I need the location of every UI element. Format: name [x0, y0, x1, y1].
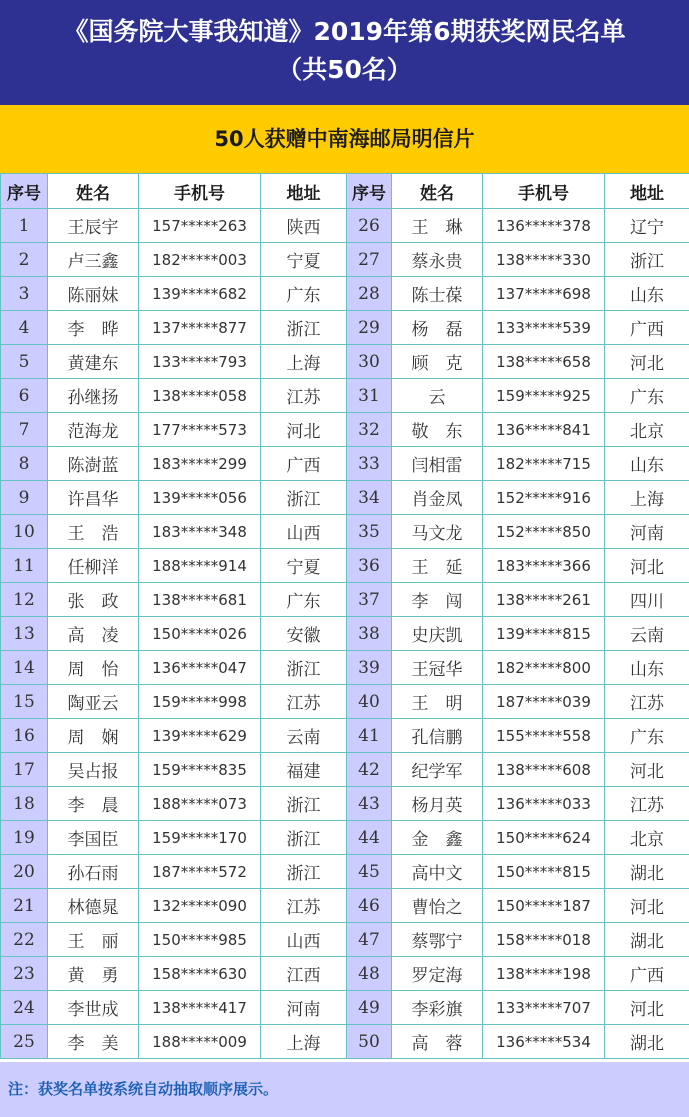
col-header-index: 序号 — [347, 174, 392, 209]
cell-name: 杨 磊 — [392, 311, 483, 345]
cell-name: 杨月英 — [392, 787, 483, 821]
cell-address: 河北 — [261, 413, 347, 447]
cell-name: 黄建东 — [48, 345, 139, 379]
col-header-phone: 手机号 — [139, 174, 261, 209]
cell-phone: 158*****630 — [139, 957, 261, 991]
cell-address: 上海 — [261, 1025, 347, 1059]
cell-phone: 138*****198 — [483, 957, 605, 991]
cell-index: 47 — [347, 923, 392, 957]
cell-index: 31 — [347, 379, 392, 413]
cell-index: 32 — [347, 413, 392, 447]
cell-name: 孙石雨 — [48, 855, 139, 889]
cell-phone: 138*****417 — [139, 991, 261, 1025]
cell-name: 罗定海 — [392, 957, 483, 991]
cell-address: 湖北 — [605, 1025, 689, 1059]
cell-address: 河南 — [605, 515, 689, 549]
cell-name: 高中文 — [392, 855, 483, 889]
cell-index: 18 — [1, 787, 48, 821]
cell-name: 金 鑫 — [392, 821, 483, 855]
cell-phone: 182*****800 — [483, 651, 605, 685]
cell-name: 黄 勇 — [48, 957, 139, 991]
cell-name: 李 闯 — [392, 583, 483, 617]
page-title — [0, 0, 689, 105]
cell-address: 上海 — [261, 345, 347, 379]
cell-index: 2 — [1, 243, 48, 277]
cell-address: 广西 — [261, 447, 347, 481]
cell-address: 浙江 — [261, 821, 347, 855]
cell-phone: 157*****263 — [139, 209, 261, 243]
cell-phone: 159*****835 — [139, 753, 261, 787]
cell-name: 王 延 — [392, 549, 483, 583]
cell-phone: 159*****998 — [139, 685, 261, 719]
cell-name: 吴占报 — [48, 753, 139, 787]
table-row — [1, 243, 689, 277]
cell-name: 高 蓉 — [392, 1025, 483, 1059]
cell-index: 12 — [1, 583, 48, 617]
cell-address: 江苏 — [605, 787, 689, 821]
cell-index: 11 — [1, 549, 48, 583]
cell-index: 20 — [1, 855, 48, 889]
cell-address: 河北 — [605, 549, 689, 583]
cell-index: 34 — [347, 481, 392, 515]
cell-phone: 150*****026 — [139, 617, 261, 651]
cell-index: 44 — [347, 821, 392, 855]
table-row — [1, 685, 689, 719]
cell-index: 14 — [1, 651, 48, 685]
table-row — [1, 991, 689, 1025]
title-line-2: （共50名） — [277, 55, 412, 84]
cell-index: 5 — [1, 345, 48, 379]
cell-address: 辽宁 — [605, 209, 689, 243]
cell-index: 26 — [347, 209, 392, 243]
cell-address: 上海 — [605, 481, 689, 515]
cell-index: 49 — [347, 991, 392, 1025]
table-row — [1, 889, 689, 923]
cell-phone: 183*****348 — [139, 515, 261, 549]
cell-phone: 136*****378 — [483, 209, 605, 243]
cell-name: 闫相雷 — [392, 447, 483, 481]
cell-name: 云 — [392, 379, 483, 413]
cell-address: 四川 — [605, 583, 689, 617]
cell-index: 23 — [1, 957, 48, 991]
cell-address: 山西 — [261, 923, 347, 957]
cell-index: 50 — [347, 1025, 392, 1059]
cell-name: 纪学军 — [392, 753, 483, 787]
cell-index: 43 — [347, 787, 392, 821]
cell-index: 1 — [1, 209, 48, 243]
cell-name: 任柳洋 — [48, 549, 139, 583]
cell-address: 浙江 — [261, 787, 347, 821]
cell-name: 陈丽妹 — [48, 277, 139, 311]
cell-index: 40 — [347, 685, 392, 719]
cell-address: 山东 — [605, 447, 689, 481]
cell-index: 42 — [347, 753, 392, 787]
cell-address: 江苏 — [261, 889, 347, 923]
cell-name: 卢三鑫 — [48, 243, 139, 277]
cell-address: 陕西 — [261, 209, 347, 243]
cell-index: 35 — [347, 515, 392, 549]
cell-address: 山西 — [261, 515, 347, 549]
table-row — [1, 855, 689, 889]
cell-phone: 137*****877 — [139, 311, 261, 345]
cell-address: 浙江 — [261, 481, 347, 515]
table-row — [1, 447, 689, 481]
cell-address: 云南 — [261, 719, 347, 753]
table-row — [1, 311, 689, 345]
cell-phone: 183*****299 — [139, 447, 261, 481]
cell-index: 19 — [1, 821, 48, 855]
cell-phone: 136*****047 — [139, 651, 261, 685]
table-row — [1, 719, 689, 753]
cell-phone: 155*****558 — [483, 719, 605, 753]
cell-address: 北京 — [605, 413, 689, 447]
cell-address: 浙江 — [261, 651, 347, 685]
cell-address: 安徽 — [261, 617, 347, 651]
col-header-address: 地址 — [605, 174, 689, 209]
cell-phone: 187*****039 — [483, 685, 605, 719]
cell-address: 河南 — [261, 991, 347, 1025]
cell-address: 宁夏 — [261, 243, 347, 277]
cell-name: 王 丽 — [48, 923, 139, 957]
cell-phone: 188*****073 — [139, 787, 261, 821]
cell-name: 陶亚云 — [48, 685, 139, 719]
cell-index: 8 — [1, 447, 48, 481]
cell-phone: 150*****985 — [139, 923, 261, 957]
cell-address: 江苏 — [605, 685, 689, 719]
cell-address: 浙江 — [261, 311, 347, 345]
cell-name: 肖金凤 — [392, 481, 483, 515]
cell-phone: 182*****715 — [483, 447, 605, 481]
cell-phone: 158*****018 — [483, 923, 605, 957]
col-header-address: 地址 — [261, 174, 347, 209]
table-row — [1, 481, 689, 515]
cell-phone: 182*****003 — [139, 243, 261, 277]
cell-address: 河北 — [605, 345, 689, 379]
cell-address: 宁夏 — [261, 549, 347, 583]
prize-subtitle: 50人获赠中南海邮局明信片 — [0, 105, 689, 173]
cell-index: 28 — [347, 277, 392, 311]
cell-phone: 138*****658 — [483, 345, 605, 379]
cell-phone: 138*****608 — [483, 753, 605, 787]
cell-name: 王 浩 — [48, 515, 139, 549]
cell-index: 16 — [1, 719, 48, 753]
cell-name: 李 晨 — [48, 787, 139, 821]
cell-phone: 139*****815 — [483, 617, 605, 651]
cell-index: 15 — [1, 685, 48, 719]
cell-name: 林德晁 — [48, 889, 139, 923]
cell-name: 高 凌 — [48, 617, 139, 651]
cell-name: 顾 克 — [392, 345, 483, 379]
cell-phone: 138*****681 — [139, 583, 261, 617]
footer-note: 注：获奖名单按系统自动抽取顺序展示。 — [0, 1062, 689, 1117]
cell-index: 48 — [347, 957, 392, 991]
cell-phone: 188*****914 — [139, 549, 261, 583]
winners-table — [0, 173, 689, 1059]
table-row — [1, 209, 689, 243]
cell-address: 广西 — [605, 311, 689, 345]
cell-index: 21 — [1, 889, 48, 923]
cell-phone: 159*****170 — [139, 821, 261, 855]
cell-address: 广西 — [605, 957, 689, 991]
cell-address: 云南 — [605, 617, 689, 651]
cell-name: 李世成 — [48, 991, 139, 1025]
cell-address: 河北 — [605, 753, 689, 787]
cell-address: 北京 — [605, 821, 689, 855]
table-row — [1, 957, 689, 991]
cell-index: 9 — [1, 481, 48, 515]
cell-index: 6 — [1, 379, 48, 413]
table-row — [1, 821, 689, 855]
cell-phone: 183*****366 — [483, 549, 605, 583]
cell-name: 陈澍蓝 — [48, 447, 139, 481]
cell-name: 王 琳 — [392, 209, 483, 243]
cell-index: 27 — [347, 243, 392, 277]
cell-address: 山东 — [605, 651, 689, 685]
cell-phone: 150*****187 — [483, 889, 605, 923]
cell-index: 41 — [347, 719, 392, 753]
table-body — [1, 209, 689, 1059]
cell-index: 46 — [347, 889, 392, 923]
cell-index: 25 — [1, 1025, 48, 1059]
col-header-name: 姓名 — [48, 174, 139, 209]
cell-phone: 152*****850 — [483, 515, 605, 549]
cell-phone: 187*****572 — [139, 855, 261, 889]
cell-address: 浙江 — [261, 855, 347, 889]
cell-phone: 136*****534 — [483, 1025, 605, 1059]
cell-address: 江西 — [261, 957, 347, 991]
table-row — [1, 651, 689, 685]
cell-phone: 139*****682 — [139, 277, 261, 311]
cell-name: 范海龙 — [48, 413, 139, 447]
cell-name: 李彩旗 — [392, 991, 483, 1025]
col-header-index: 序号 — [1, 174, 48, 209]
cell-name: 孔信鹏 — [392, 719, 483, 753]
cell-index: 37 — [347, 583, 392, 617]
cell-address: 福建 — [261, 753, 347, 787]
cell-phone: 133*****707 — [483, 991, 605, 1025]
cell-name: 王冠华 — [392, 651, 483, 685]
table-row — [1, 549, 689, 583]
cell-phone: 137*****698 — [483, 277, 605, 311]
cell-phone: 139*****629 — [139, 719, 261, 753]
col-header-name: 姓名 — [392, 174, 483, 209]
cell-address: 广东 — [605, 379, 689, 413]
cell-address: 河北 — [605, 991, 689, 1025]
cell-address: 河北 — [605, 889, 689, 923]
cell-phone: 150*****815 — [483, 855, 605, 889]
cell-name: 李 美 — [48, 1025, 139, 1059]
cell-address: 广东 — [605, 719, 689, 753]
table-row — [1, 277, 689, 311]
cell-address: 湖北 — [605, 855, 689, 889]
cell-phone: 136*****841 — [483, 413, 605, 447]
cell-name: 周 怡 — [48, 651, 139, 685]
cell-index: 36 — [347, 549, 392, 583]
table-row — [1, 413, 689, 447]
table-row — [1, 379, 689, 413]
cell-index: 7 — [1, 413, 48, 447]
cell-address: 广东 — [261, 277, 347, 311]
cell-phone: 152*****916 — [483, 481, 605, 515]
cell-name: 孙继扬 — [48, 379, 139, 413]
cell-name: 敬 东 — [392, 413, 483, 447]
cell-phone: 150*****624 — [483, 821, 605, 855]
table-header-row — [1, 174, 689, 209]
cell-index: 3 — [1, 277, 48, 311]
cell-phone: 138*****330 — [483, 243, 605, 277]
cell-address: 湖北 — [605, 923, 689, 957]
cell-index: 4 — [1, 311, 48, 345]
cell-phone: 138*****261 — [483, 583, 605, 617]
cell-phone: 132*****090 — [139, 889, 261, 923]
cell-phone: 133*****539 — [483, 311, 605, 345]
cell-phone: 139*****056 — [139, 481, 261, 515]
table-row — [1, 787, 689, 821]
cell-name: 许昌华 — [48, 481, 139, 515]
cell-phone: 188*****009 — [139, 1025, 261, 1059]
cell-name: 马文龙 — [392, 515, 483, 549]
cell-index: 13 — [1, 617, 48, 651]
cell-address: 广东 — [261, 583, 347, 617]
title-line-1: 《国务院大事我知道》2019年第6期获奖网民名单 — [63, 17, 626, 46]
cell-name: 曹怡之 — [392, 889, 483, 923]
cell-name: 周 娴 — [48, 719, 139, 753]
cell-index: 45 — [347, 855, 392, 889]
table-row — [1, 583, 689, 617]
cell-phone: 136*****033 — [483, 787, 605, 821]
cell-name: 蔡永贵 — [392, 243, 483, 277]
cell-name: 蔡鄂宁 — [392, 923, 483, 957]
table-row — [1, 1025, 689, 1059]
table-row — [1, 345, 689, 379]
cell-index: 33 — [347, 447, 392, 481]
cell-name: 张 政 — [48, 583, 139, 617]
col-header-phone: 手机号 — [483, 174, 605, 209]
table-row — [1, 515, 689, 549]
cell-index: 17 — [1, 753, 48, 787]
cell-index: 22 — [1, 923, 48, 957]
cell-address: 江苏 — [261, 685, 347, 719]
cell-index: 30 — [347, 345, 392, 379]
cell-phone: 138*****058 — [139, 379, 261, 413]
cell-address: 山东 — [605, 277, 689, 311]
table-row — [1, 923, 689, 957]
table-row — [1, 753, 689, 787]
cell-phone: 133*****793 — [139, 345, 261, 379]
cell-index: 10 — [1, 515, 48, 549]
cell-name: 王辰宇 — [48, 209, 139, 243]
cell-phone: 177*****573 — [139, 413, 261, 447]
cell-name: 李 晔 — [48, 311, 139, 345]
cell-name: 陈士葆 — [392, 277, 483, 311]
cell-index: 38 — [347, 617, 392, 651]
cell-index: 29 — [347, 311, 392, 345]
cell-index: 39 — [347, 651, 392, 685]
cell-phone: 159*****925 — [483, 379, 605, 413]
cell-index: 24 — [1, 991, 48, 1025]
table-row — [1, 617, 689, 651]
cell-name: 王 明 — [392, 685, 483, 719]
cell-name: 史庆凯 — [392, 617, 483, 651]
cell-address: 江苏 — [261, 379, 347, 413]
cell-address: 浙江 — [605, 243, 689, 277]
cell-name: 李国臣 — [48, 821, 139, 855]
